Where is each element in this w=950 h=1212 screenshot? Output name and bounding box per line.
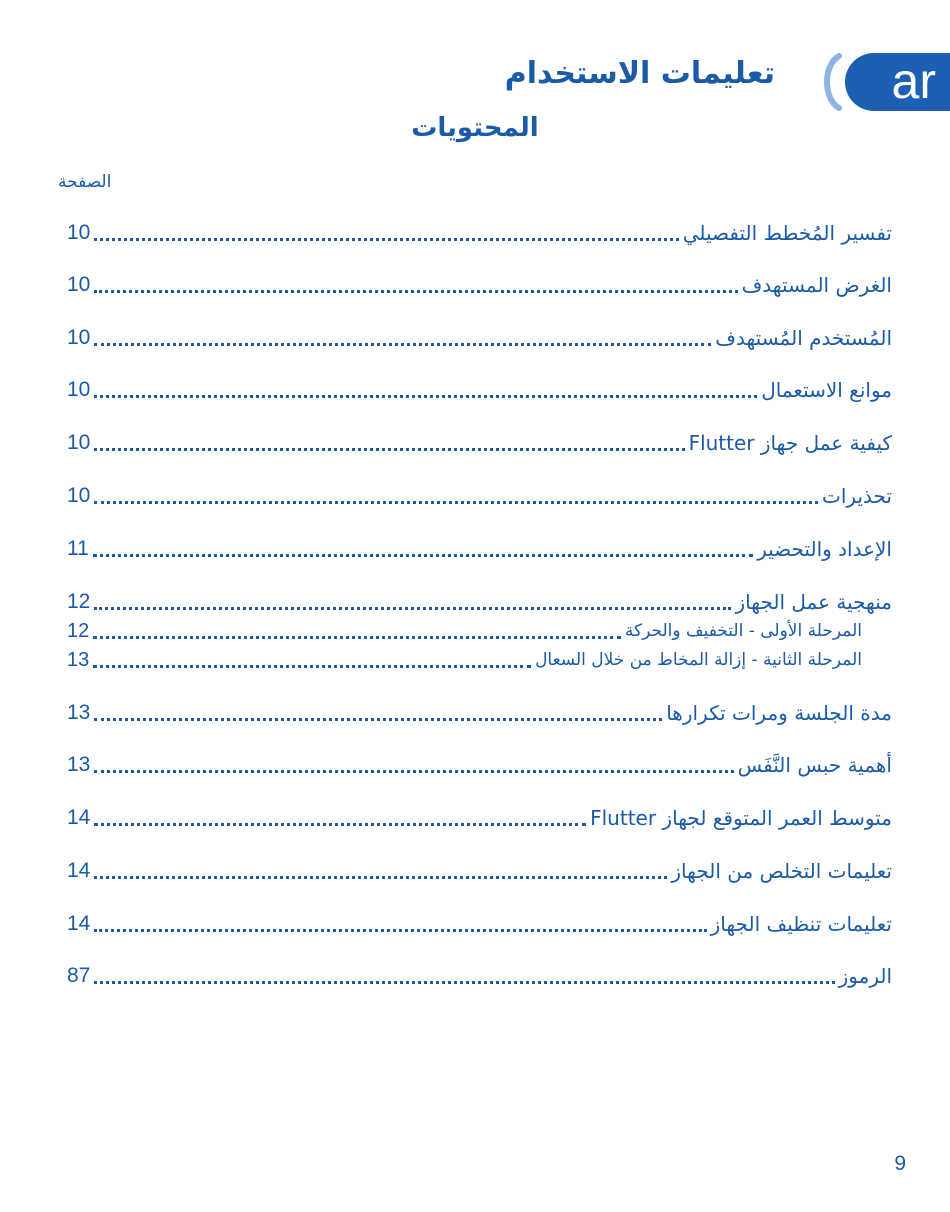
language-badge <box>845 53 950 111</box>
toc-leader-dots <box>94 929 706 932</box>
toc-entry-label: تفسير المُخطط التفصيلي <box>682 221 892 245</box>
toc-entry-page: 87 <box>67 964 91 987</box>
toc-leader-dots <box>94 395 757 398</box>
toc-entry-label: موانع الاستعمال <box>761 378 892 402</box>
toc-entry-page: 14 <box>67 859 91 882</box>
toc-entry-page: 13 <box>67 753 91 776</box>
toc-entry-label: الرموز <box>838 964 892 988</box>
toc-leader-dots <box>94 770 733 773</box>
toc-entry-page: 14 <box>67 912 91 935</box>
toc-entry[interactable] <box>67 803 892 833</box>
toc-leader-dots <box>93 636 621 639</box>
toc-leader-dots <box>94 823 586 826</box>
toc-entry-page: 14 <box>67 806 91 829</box>
toc-entry-page: 10 <box>67 484 91 507</box>
toc-entry-label: تحذيرات <box>822 484 892 508</box>
toc-entry[interactable] <box>67 587 892 617</box>
toc-entry[interactable] <box>67 750 892 780</box>
toc-leader-dots <box>94 238 678 241</box>
badge-arc-icon <box>817 53 845 111</box>
toc-entry-page: 10 <box>67 378 91 401</box>
toc-entry[interactable] <box>67 481 892 511</box>
toc-entry-label: الغرض المستهدف <box>741 273 892 297</box>
language-code: ar <box>891 53 936 109</box>
toc-entry-label: المرحلة الثانية - إزالة المخاط من خلال السعال <box>535 650 862 670</box>
page-number: 9 <box>894 1152 906 1175</box>
toc-entry-label: أهمية حبس النَّفَس <box>737 753 892 777</box>
toc-entry[interactable] <box>67 534 892 564</box>
toc-entry-page: 12 <box>67 620 90 642</box>
toc-entry-label: مدة الجلسة ومرات تكرارها <box>666 701 892 725</box>
toc-entry[interactable] <box>67 856 892 886</box>
toc-leader-dots <box>93 554 753 557</box>
toc-entry-label: الإعداد والتحضير <box>757 537 892 561</box>
toc-entry-label: تعليمات تنظيف الجهاز <box>710 912 892 936</box>
toc-leader-dots <box>94 343 711 346</box>
page-column-label: الصفحة <box>58 172 112 192</box>
toc-subentry[interactable] <box>67 645 862 675</box>
badge-arc-shape <box>827 56 839 108</box>
toc-entry-page: 13 <box>67 701 91 724</box>
toc-entry-label: كيفية عمل جهاز Flutter <box>688 431 892 455</box>
toc-entry[interactable] <box>67 428 892 458</box>
toc-entry[interactable] <box>67 375 892 405</box>
toc-entry-page: 10 <box>67 431 91 454</box>
toc-entry[interactable] <box>67 218 892 248</box>
toc-entry[interactable] <box>67 909 892 939</box>
toc-entry[interactable] <box>67 323 892 353</box>
toc-leader-dots <box>94 718 662 721</box>
toc-entry-label: متوسط العمر المتوقع لجهاز Flutter <box>590 806 892 830</box>
toc-entry[interactable] <box>67 961 892 991</box>
toc-entry-label: المُستخدم المُستهدف <box>715 326 892 350</box>
toc-leader-dots <box>93 665 531 668</box>
toc-leader-dots <box>94 876 667 879</box>
toc-leader-dots <box>94 448 684 451</box>
toc-entry-page: 13 <box>67 649 90 671</box>
toc-entry-label: منهجية عمل الجهاز <box>735 590 892 614</box>
toc-entry-page: 11 <box>67 537 89 560</box>
toc-leader-dots <box>94 981 834 984</box>
toc-leader-dots <box>94 290 737 293</box>
document-title: تعليمات الاستخدام <box>504 56 775 91</box>
toc-entry-page: 12 <box>67 590 91 613</box>
toc-leader-dots <box>94 607 731 610</box>
toc-entry-page: 10 <box>67 326 91 349</box>
toc-entry-label: المرحلة الأولى - التخفيف والحركة <box>624 621 862 641</box>
toc-entry-label: تعليمات التخلص من الجهاز <box>671 859 892 883</box>
toc-entry-page: 10 <box>67 273 91 296</box>
toc-heading: المحتويات <box>411 113 539 143</box>
toc-entry[interactable] <box>67 270 892 300</box>
toc-leader-dots <box>94 501 818 504</box>
toc-entry-page: 10 <box>67 221 91 244</box>
toc-entry[interactable] <box>67 698 892 728</box>
toc-subentry[interactable] <box>67 616 862 646</box>
